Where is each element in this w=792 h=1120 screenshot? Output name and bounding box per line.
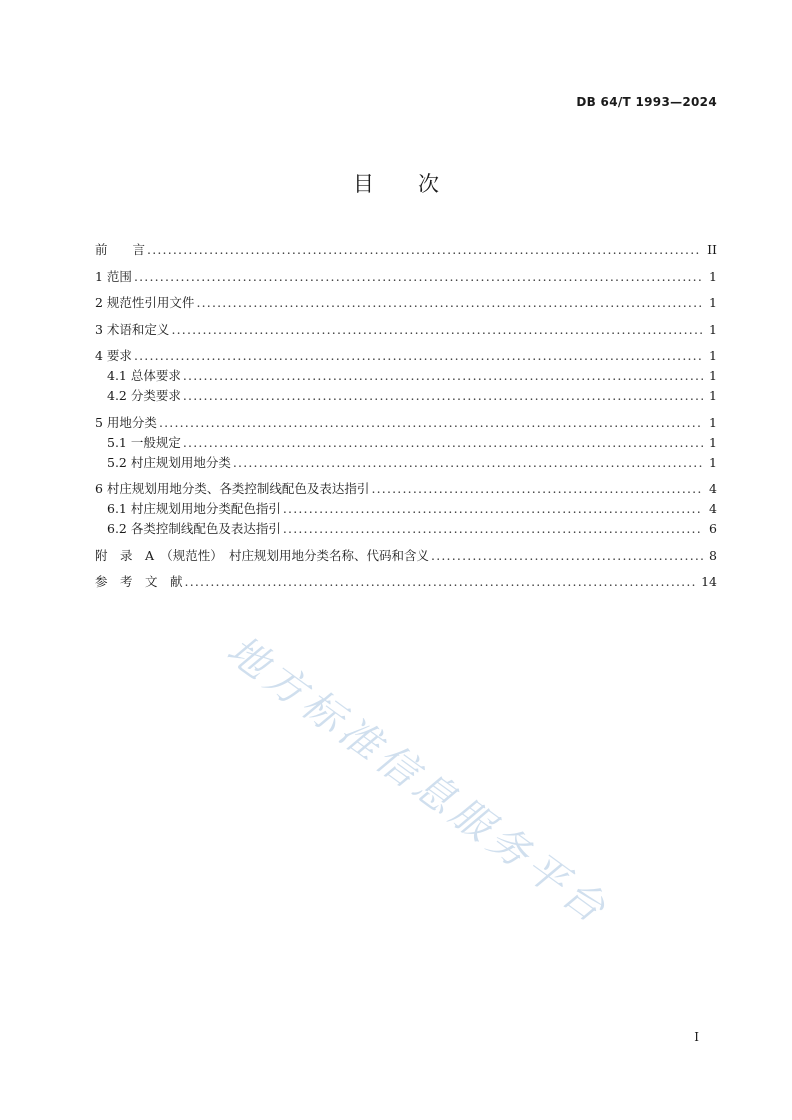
toc-entry-page: 4: [709, 481, 717, 496]
toc-leader-dots: [233, 453, 703, 473]
toc-entry-color-guidelines[interactable]: [95, 479, 717, 499]
toc-entry-land-use-classification[interactable]: [95, 413, 717, 433]
toc-entry-general-requirements[interactable]: [95, 366, 717, 386]
toc-entry-label: 1 范围: [95, 268, 132, 284]
toc-entry-village-land-use[interactable]: [95, 453, 717, 473]
toc-leader-dots: [183, 366, 703, 386]
toc-leader-dots: [171, 320, 703, 340]
toc-entry-label: 6.1 村庄规划用地分类配色指引: [107, 501, 281, 516]
toc-entry-bibliography[interactable]: [95, 572, 717, 592]
toc-leader-dots: [283, 499, 703, 519]
toc-entry-classification-requirements[interactable]: [95, 386, 717, 406]
toc-entry-label: 2 规范性引用文件: [95, 295, 195, 310]
toc-entry-page: 1: [709, 454, 717, 470]
toc-entry-terms[interactable]: [95, 320, 717, 340]
toc-leader-dots: [159, 413, 703, 433]
toc-leader-dots: [431, 546, 703, 566]
toc-entry-general-provisions[interactable]: [95, 433, 717, 453]
toc-entry-page: 1: [709, 388, 717, 403]
toc-leader-dots: [283, 519, 703, 539]
toc-entry-label: 4.1 总体要求: [107, 368, 181, 383]
toc-entry-page: 14: [701, 574, 717, 589]
toc-entry-page: 8: [709, 547, 717, 563]
toc-entry-page: 1: [709, 295, 717, 310]
toc-entry-page: 1: [709, 434, 717, 450]
standard-code: DB 64/T 1993—2024: [576, 95, 717, 109]
toc-entry-page: 1: [709, 368, 717, 383]
watermark: 地方标准信息服务平台: [218, 627, 618, 935]
toc-leader-dots: [134, 267, 703, 287]
toc-leader-dots: [147, 240, 701, 260]
toc-entry-label: 附 录 A （规范性） 村庄规划用地分类名称、代码和含义: [95, 547, 430, 563]
toc-entry-page: 4: [709, 501, 717, 516]
toc-leader-dots: [196, 293, 703, 313]
toc-leader-dots: [183, 433, 703, 453]
toc-entry-label: 5.2 村庄规划用地分类: [107, 454, 231, 470]
toc-entry-label: 4 要求: [95, 348, 132, 363]
toc-entry-requirements[interactable]: [95, 346, 717, 366]
toc-entry-land-use-color[interactable]: [95, 499, 717, 519]
toc-leader-dots: [371, 479, 703, 499]
toc-entry-label: 6.2 各类控制线配色及表达指引: [107, 521, 281, 536]
toc-entry-page: 1: [709, 348, 717, 363]
toc-entry-foreword[interactable]: [95, 240, 717, 260]
toc-leader-dots: [185, 572, 696, 592]
toc-entry-label: 参 考 文 献: [95, 574, 183, 589]
toc-entry-page: 1: [709, 268, 717, 284]
toc-entry-label: 3 术语和定义: [95, 321, 170, 337]
toc-entry-page: II: [707, 242, 717, 257]
toc-entry-page: 1: [709, 321, 717, 337]
toc-entry-label: 4.2 分类要求: [107, 388, 181, 403]
toc-leader-dots: [134, 346, 703, 366]
toc-entry-label: 5.1 一般规定: [107, 434, 181, 450]
page-number: I: [694, 1030, 699, 1044]
toc-entry-label: 6 村庄规划用地分类、各类控制线配色及表达指引: [95, 481, 370, 496]
toc-entry-label: 5 用地分类: [95, 414, 157, 430]
toc-entry-normative-references[interactable]: [95, 293, 717, 313]
toc-entry-page: 6: [709, 521, 717, 536]
toc-entry-scope[interactable]: [95, 267, 717, 287]
toc-entry-control-line-color[interactable]: [95, 519, 717, 539]
toc-entry-page: 1: [709, 414, 717, 430]
toc-entry-label: 前 言: [95, 242, 146, 257]
toc-leader-dots: [183, 386, 703, 406]
page-title: 目次: [353, 172, 483, 196]
toc-entry-appendix-a[interactable]: [95, 546, 717, 566]
table-of-contents: [95, 240, 717, 592]
